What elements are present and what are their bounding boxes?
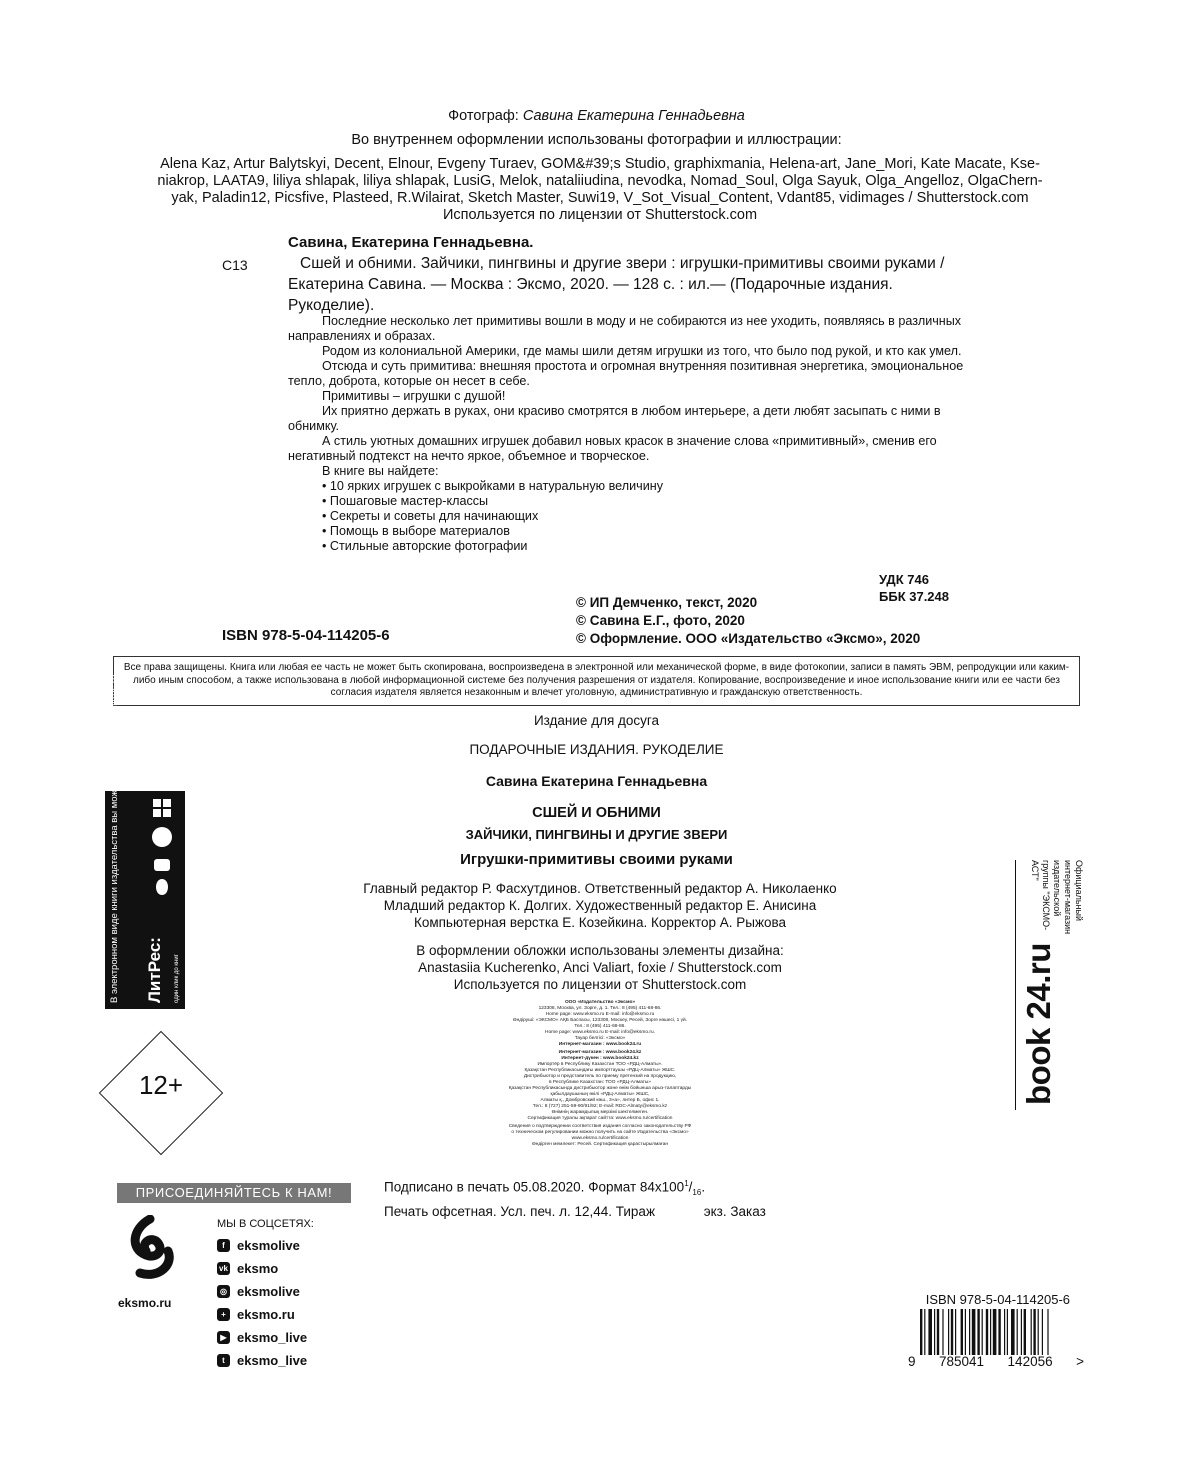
publisher-line: Өнімнің жарамдылық мерзімі шектелмеген. [551, 1110, 649, 1115]
publisher-line: Қазақстан Республикасында дистрибьютор және өнім бойынша арыз-талаптарды [508, 1086, 692, 1091]
publisher-line: Интернет-магазин : www.book24.kz [558, 1050, 642, 1055]
annotation-paragraph: Их приятно держать в руках, они красиво смотрятся в любом интерьере, а дети любят засыпать с ними в обнимку. [288, 404, 941, 433]
publisher-line: Дистрибьютор и представитель по приему претензий на продукцию, [523, 1074, 677, 1079]
publisher-line: Тел.: 8 (727) 251-59-90/91/92; E-mail: RDC-Almaty@eksmo.kz [532, 1104, 668, 1109]
bbk-code: ББК 37.248 [879, 589, 949, 604]
publisher-line: Сведения о подтверждении соответствия издания согласно законодательству РФ [508, 1124, 692, 1129]
editors-block [320, 880, 880, 931]
youtube-icon: ▶ [217, 1331, 230, 1344]
publisher-line: Импортёр в Республику Казахстан ТОО «РДЦ-Алматы». [537, 1062, 663, 1067]
publisher-line: ООО «Издательство «Эксмо» [564, 1000, 636, 1005]
copyright-block [576, 594, 920, 648]
publisher-line: в Республике Казахстан: ТОО «РДЦ-Алматы» [549, 1080, 651, 1085]
contributors-line: Alena Kaz, Artur Balytskyi, Decent, Elnour, Evgeny Turaev, GOM&#39;s Studio, graphixmania, Helena-art, Jane_Mori, Kate Macate, Kse- [160, 156, 1040, 172]
social-item[interactable]: + eksmo.ru [217, 1307, 314, 1322]
editors-line: Младший редактор К. Долгих. Художественный редактор Е. Анисина [383, 898, 817, 913]
publisher-line: Сертификация туралы ақпарат сайтта: www.eksmo.ru/certification [527, 1116, 673, 1121]
social-item[interactable]: f eksmolive [217, 1238, 314, 1253]
social-block [217, 1218, 314, 1368]
annotation-paragraph: Примитивы – игрушки с душой! [322, 389, 506, 403]
annotation-paragraph: Последние несколько лет примитивы вошли в моду и не собираются из нее уходить, появляясь в различных направлениях и образах. [288, 314, 962, 343]
inner-design-note: Во внутреннем оформлении использованы фотографии и иллюстрации: [351, 132, 842, 148]
leisure-note: Издание для досуга [533, 713, 660, 728]
bibliographic-record: Сшей и обними. Зайчики, пингвины и другие звери : игрушки-примитивы своими руками / Екатерина Савина. — Москва : Эксмо, 2020. — 128 с. : ил.— (Подарочные издания. Рукоделие). [288, 255, 945, 314]
platform-icons [149, 797, 175, 897]
copyright-line: © Оформление. ООО «Издательство «Эксмо», 2020 [576, 631, 921, 646]
publisher-line: Қазақстан Республикасындағы импорттаушы «РДЦ-Алматы» ЖШС. [524, 1068, 676, 1073]
publisher-line: Интернет-дүкен : www.book24.kz [561, 1056, 639, 1061]
publisher-line: Тел.: 8 (495) 411-68-86. [574, 1024, 626, 1029]
editors-line: Компьютерная верстка Е. Козейкина. Корректор А. Рыжова [413, 915, 787, 930]
contributors-list [110, 156, 1090, 224]
social-item[interactable]: t eksmo_live [217, 1353, 314, 1368]
annotation-paragraph: А стиль уютных домашних игрушек добавил новых красок в значение слова «примитивный», сменив его негативный подтекст на нечто яркое, объемное и творческое. [288, 434, 937, 463]
contributors-line: Используется по лицензии от Shutterstock.com [442, 207, 758, 223]
photographer-credit: Фотограф: Савина Екатерина Геннадьевна [448, 108, 745, 124]
feature-item: • 10 ярких игрушек с выкройками в натуральную величину [322, 479, 968, 494]
series-name: ПОДАРОЧНЫЕ ИЗДАНИЯ. РУКОДЕЛИЕ [469, 742, 724, 757]
cover-design-line: В оформлении обложки использованы элементы дизайна: [416, 943, 784, 958]
udk-code: УДК 746 [879, 572, 929, 587]
join-us-banner: ПРИСОЕДИНЯЙТЕСЬ К НАМ! [117, 1183, 351, 1203]
cover-design-line: Anastasiia Kucherenko, Anci Valiart, foxie / Shutterstock.com [418, 960, 782, 975]
annotation-paragraph: В книге вы найдете: [322, 464, 439, 478]
cover-design-block [300, 942, 900, 993]
publisher-line: Home page: www.eksmo.ru E-mail: info@eksmo.ru. [545, 1030, 655, 1035]
isbn: ISBN 978-5-04-114205-6 [222, 627, 390, 644]
feature-item: • Пошаговые мастер-классы [322, 494, 968, 509]
publisher-line: о техническом регулировании можно получить на сайте Издательства «Эксмо» [511, 1130, 689, 1135]
publisher-line: www.eksmo.ru/certification [571, 1136, 629, 1141]
feature-item: • Секреты и советы для начинающих [322, 509, 968, 524]
book-subtitle: ЗАЙЧИКИ, ПИНГВИНЫ И ДРУГИЕ ЗВЕРИ [465, 827, 728, 842]
annotation [288, 314, 968, 554]
author-heading: Савина, Екатерина Геннадьевна. [288, 234, 534, 251]
cover-design-line: Используется по лицензии от Shutterstock.com [453, 977, 747, 992]
publisher-line: Тауар белгісі: «Эксмо» [574, 1036, 626, 1041]
book24-logo: book 24.ru [1020, 943, 1057, 1105]
publisher-line: 123308, Москва, ул. Зорге, д. 1. Тел.: 8 (495) 411-68-86. [538, 1006, 662, 1011]
contributors-line: yak, Paladin12, Picsfive, Plasteed, R.Wilairat, Sketch Master, Suwi19, V_Sot_Visual_Content, Vdant85, vidimages / Shutterstock.com [171, 190, 1029, 206]
barcode-bars [920, 1309, 1090, 1355]
litres-logo-text: ЛитРес: [145, 937, 164, 1003]
barcode-digits: 9 785041 142056 > [908, 1354, 1084, 1369]
print-info [384, 1174, 766, 1221]
social-label: МЫ В СОЦСЕТЯХ: [217, 1218, 314, 1230]
eksmo-logo-icon[interactable] [120, 1215, 180, 1285]
eksmo-site-link[interactable]: eksmo.ru [118, 1296, 172, 1310]
features-list [288, 479, 968, 554]
feature-item: • Стильные авторские фотографии [322, 539, 968, 554]
annotation-paragraph: Отсюда и суть примитива: внешняя простота и огромная внутренняя позитивная энергетика, эмоциональное тепло, доброта, которые он несет в себе. [288, 359, 964, 388]
site-icon: + [217, 1308, 230, 1321]
book-subtitle2: Игрушки-примитивы своими руками [460, 851, 733, 868]
facebook-icon: f [217, 1239, 230, 1252]
litres-text: В электронном виде книги издательства вы можете купить на www.litres.ru [109, 674, 120, 1003]
book24-caption: Официальный интернет-магазин издательской группы "ЭКСМО-АСТ" [1030, 860, 1084, 935]
publisher-line: Алматы қ., Домбровский көш., 3«а», литер Б, офис 1. [540, 1098, 660, 1103]
copyright-line: © ИП Демченко, текст, 2020 [576, 595, 758, 610]
author-full: Савина Екатерина Геннадьевна [485, 773, 708, 789]
editors-line: Главный редактор Р. Фасхутдинов. Ответственный редактор А. Николаенко [363, 881, 837, 896]
photographer-name: Савина Екатерина Геннадьевна [522, 108, 745, 124]
vk-icon: vk [217, 1262, 230, 1275]
publisher-line: Өндіруші: «ЭКСМО» АҚБ Баспасы, 123308, Мәскеу, Ресей, Зорге көшесі, 1 үй. [512, 1018, 688, 1023]
publisher-line: Өндірген мемлекет: Ресей. Сертификация қарастырылмаған [531, 1142, 669, 1147]
annotation-paragraph: Родом из колониальной Америки, где мамы шили детям игрушки из того, что было под рукой, и кто как умел. [322, 344, 962, 358]
publisher-line: Интернет-магазин : www.book24.ru [558, 1042, 642, 1047]
copyright-line: © Савина Е.Г., фото, 2020 [576, 613, 745, 628]
barcode [908, 1292, 1088, 1369]
age-rating: 12+ [138, 1070, 184, 1100]
litres-logo [145, 923, 183, 1003]
social-item[interactable]: vk eksmo [217, 1261, 314, 1276]
publisher-line: қабылдаушының өкілі «РДЦ-Алматы» ЖШС, [550, 1092, 650, 1097]
litres-tagline: один клик до книг [174, 954, 180, 1003]
social-item[interactable]: ◎ eksmolive [217, 1284, 314, 1299]
book-title: СШЕЙ И ОБНИМИ [532, 805, 661, 821]
instagram-icon: ◎ [217, 1285, 230, 1298]
book24-banner[interactable] [1015, 860, 1085, 1110]
print-line-2: Печать офсетная. Усл. печ. л. 12,44. Тираж экз. Заказ [384, 1204, 766, 1220]
print-line-1: Подписано в печать 05.08.2020. Формат $84x100^1/_{16}$. [384, 1179, 706, 1198]
feature-item: • Помощь в выборе материалов [322, 524, 968, 539]
litres-banner[interactable] [105, 674, 185, 1009]
barcode-isbn: ISBN 978-5-04-114205-6 [925, 1292, 1070, 1307]
publisher-info [470, 1000, 730, 1148]
social-item[interactable]: ▶ eksmo_live [217, 1330, 314, 1345]
contributors-line: niakrop, LAATA9, liliya shlapak, liliya shlapak, LusiG, Melok, nataliiudina, nevodka, Nomad_Soul, Olga Sayuk, Olga_Angelloz, OlgaChern- [157, 173, 1043, 189]
twitter-icon: t [217, 1354, 230, 1367]
publisher-line: Home page: www.eksmo.ru E-mail: info@eksmo.ru [545, 1012, 655, 1017]
class-code: С13 [222, 257, 248, 273]
rights-notice: Все права защищены. Книга или любая ее часть не может быть скопирована, воспроизведена в электронной или механической форме, в виде фотокопии, записи в память ЭВМ, репродукции или каким-либо иным способом, а также использована в любой информационной системе без получения разрешения от издателя. Копирование, воспроизведение и иное использование книги или ее части без согласия издателя является незаконным и влечет уголовную, административную и гражданскую ответственность. [113, 656, 1080, 706]
